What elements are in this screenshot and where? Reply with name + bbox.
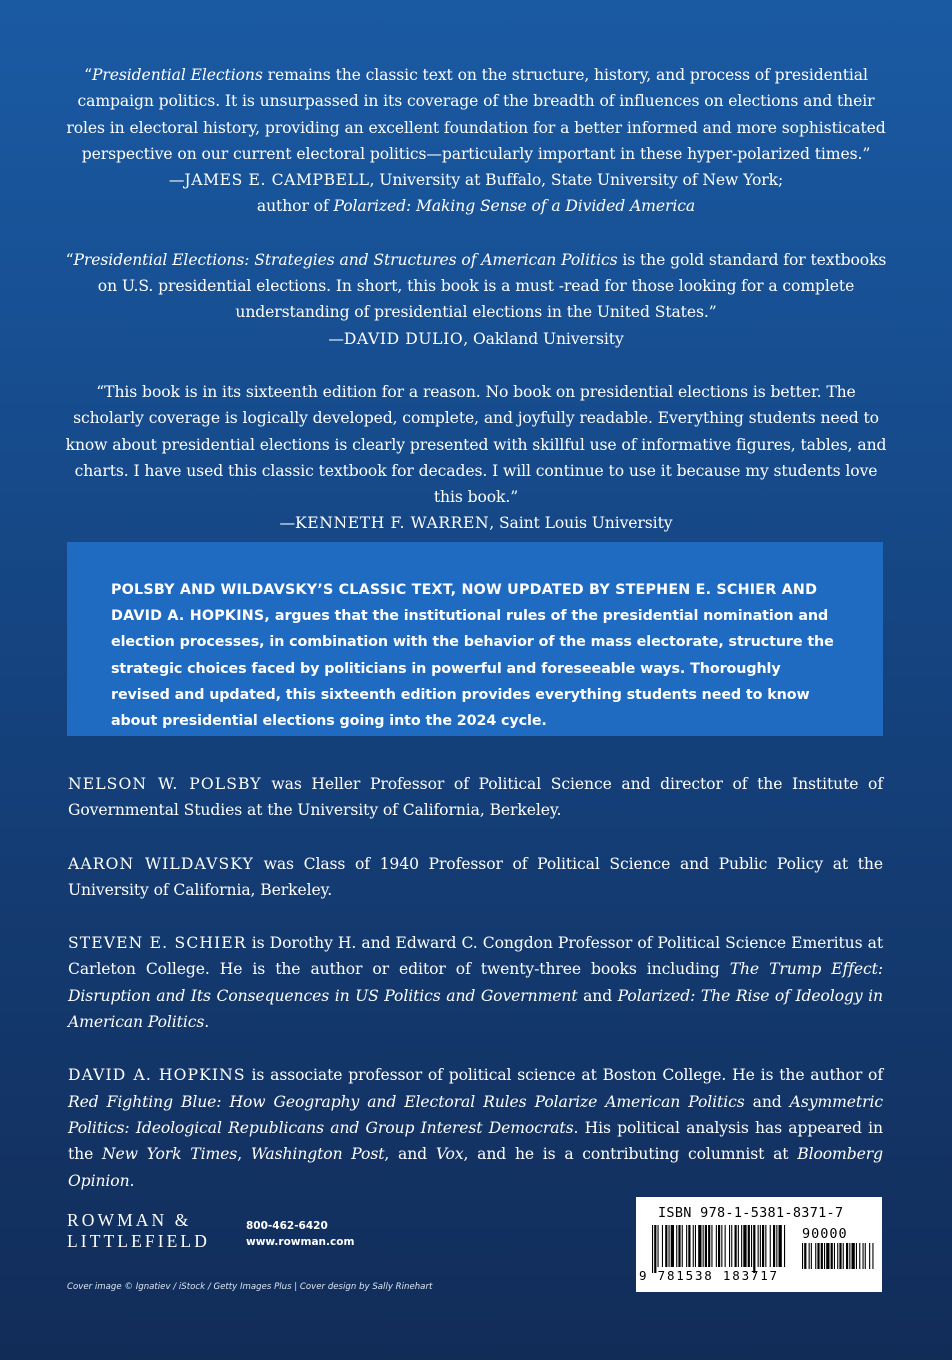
barcode-bar xyxy=(760,1225,761,1267)
addon-bar xyxy=(843,1243,844,1269)
isbn-text: ISBN 978-1-5381-8371-7 xyxy=(658,1205,844,1221)
attribution-affiliation: , Saint Louis University xyxy=(489,514,673,533)
addon-bar xyxy=(869,1243,870,1269)
bio-text: . xyxy=(129,1171,135,1190)
book-title: Presidential Elections: Strategies and Structures of American Politics xyxy=(73,250,618,269)
author-bios xyxy=(68,771,883,1221)
summary-body: argues that the institutional rules of the presidential nomination and election processes, in combination with the behavior of the mass electorate, structure the strategic choices faced by politicians in powerful and foreseeable ways. Thoroughly revised and updated, this sixteenth edition provides everything students need to know about presidential elections going into the 2024 cycle. xyxy=(111,608,834,730)
addon-bar xyxy=(863,1243,864,1269)
barcode-bar xyxy=(654,1225,656,1273)
book-title: Presidential Elections xyxy=(92,66,263,84)
bio-text: , and xyxy=(384,1145,436,1164)
attribution-line2 xyxy=(60,193,892,219)
addon-bar xyxy=(846,1243,848,1269)
barcode-bar xyxy=(748,1225,750,1267)
author-name: DAVID A. HOPKINS xyxy=(68,1066,246,1085)
publication-title: Washington Post xyxy=(250,1145,385,1164)
publisher-logo xyxy=(67,1210,210,1252)
barcode-bar xyxy=(695,1225,696,1267)
attribution xyxy=(60,326,892,352)
addon-bar xyxy=(849,1243,850,1269)
barcode-bar xyxy=(711,1225,712,1267)
barcode-bar xyxy=(658,1225,659,1267)
barcode-bar xyxy=(686,1225,687,1267)
bio-text: was Heller Professor of Political Science and director of the Institute of Governmental Studies at the University of California, Berkeley. xyxy=(68,775,884,820)
cover-credits: Cover image © Ignatiev / iStock / Getty Images Plus | Cover design by Sally Rinehart xyxy=(67,1282,433,1292)
barcode-bar xyxy=(703,1225,704,1267)
attribution-name: KENNETH F. WARREN xyxy=(295,514,490,533)
barcode-bar xyxy=(682,1225,683,1267)
barcode-bar xyxy=(708,1225,710,1267)
addon-bar xyxy=(834,1243,835,1269)
bio-text: and xyxy=(577,986,618,1005)
addon-bar xyxy=(817,1243,819,1269)
addon-bar xyxy=(837,1243,838,1269)
barcode-bar xyxy=(765,1225,766,1267)
addon-bar xyxy=(872,1243,873,1269)
addon-bar xyxy=(802,1243,803,1269)
bio-book-title: The Trump Effect: Disruption and Its Consequences in US Politics and Government xyxy=(68,960,883,1005)
publisher-logo-line1: ROWMAN & xyxy=(67,1210,192,1230)
barcode-bar xyxy=(741,1225,742,1267)
addon-bar xyxy=(852,1243,855,1269)
barcode-bar xyxy=(729,1225,730,1267)
author-name: AARON WILDAVSKY xyxy=(68,854,254,873)
bio-book-title: Red Fighting Blue: How Geography and Electoral Rules Polarize American Politics xyxy=(68,1092,745,1111)
bio-book-title: Polarized: The Rise of Ideology in American Politics xyxy=(68,986,883,1032)
attribution-name: DAVID DULIO xyxy=(343,329,464,348)
attribution-book-title: Polarized: Making Sense of a Divided America xyxy=(333,197,696,216)
barcode-bar xyxy=(716,1225,717,1267)
barcode-bar xyxy=(743,1225,746,1267)
publication-title: Vox xyxy=(435,1145,464,1164)
barcode-digits: 9 781538 183717 xyxy=(639,1268,779,1283)
barcode-bar xyxy=(652,1225,653,1273)
bio-text: , xyxy=(237,1145,251,1164)
barcode-bar xyxy=(669,1225,670,1267)
barcode-bar xyxy=(665,1225,667,1267)
addon-bar xyxy=(815,1243,816,1269)
author-name: NELSON W. POLSBY xyxy=(68,775,262,793)
barcode-price-code: 90000 xyxy=(802,1226,848,1242)
bio-text: was Class of 1940 Professor of Political Science and Public Policy at the University of California, Berkeley. xyxy=(68,854,883,899)
quote-text: is the gold standard for textbooks on U.S. presidential elections. In short, this book is a must -read for those looking for a complete understanding of presidential elections in the United States.” xyxy=(97,250,887,322)
barcode-bar xyxy=(671,1225,674,1267)
barcode-bar xyxy=(758,1225,759,1267)
quote-mark: “ xyxy=(65,250,74,269)
barcode-bar xyxy=(678,1225,680,1267)
barcode-bar xyxy=(725,1225,726,1267)
barcode-bar xyxy=(738,1225,739,1267)
blurb-campbell xyxy=(60,62,892,220)
barcode-bar xyxy=(762,1225,764,1267)
bio-schier xyxy=(68,930,883,1035)
attribution-prefix: author of xyxy=(256,197,334,216)
addon-bar xyxy=(804,1243,806,1269)
barcode-bar xyxy=(731,1225,732,1267)
bio-text: , and he is a contributing columnist at xyxy=(463,1145,798,1164)
barcode-bar xyxy=(705,1225,707,1267)
barcode-bar xyxy=(662,1225,663,1267)
barcode-bar xyxy=(718,1225,720,1267)
addon-bar xyxy=(809,1243,810,1269)
publisher-website: www.rowman.com xyxy=(246,1236,355,1248)
addon-bar xyxy=(811,1243,812,1269)
addon-bar xyxy=(821,1243,823,1269)
barcode-bar xyxy=(693,1225,694,1267)
bio-wildavsky xyxy=(68,851,883,904)
publication-title: Bloomberg Opinion xyxy=(68,1145,883,1190)
addon-bar xyxy=(856,1243,857,1269)
addon-bar xyxy=(859,1243,860,1269)
bio-book-title: Asymmetric Politics: Ideological Republicans and Group Interest Democrats xyxy=(68,1092,883,1137)
quote-mark: “ xyxy=(84,66,93,84)
blurb-dulio xyxy=(60,247,892,352)
barcode-bar xyxy=(751,1225,752,1267)
barcode-bar xyxy=(698,1225,701,1267)
bio-text: is associate professor of political science at Boston College. He is the author of xyxy=(245,1066,884,1085)
barcode-bar xyxy=(773,1225,775,1267)
quote-text: remains the classic text on the structure, history, and process of presidential campaign politics. It is unsurpassed in its coverage of the breadth of influences on elections and their roles in electoral history, providing an excellent foundation for a better informed and more sophisticated perspective on our current electoral politics—particularly important in these hyper-polarized times.” xyxy=(66,66,886,163)
addon-bar xyxy=(839,1243,841,1269)
attribution-affiliation: , Oakland University xyxy=(463,329,624,348)
author-name: STEVEN E. SCHIER xyxy=(68,934,247,953)
attribution xyxy=(60,510,892,536)
bio-polsby xyxy=(68,771,883,824)
publication-title: New York Times xyxy=(102,1145,238,1164)
barcode-bar xyxy=(753,1225,755,1273)
publisher-contact xyxy=(246,1218,354,1250)
bio-text: and xyxy=(744,1092,790,1111)
attribution-name: JAMES E. CAMPBELL xyxy=(184,171,370,190)
summary-lead: POLSBY AND WILDAVSKY’S CLASSIC TEXT, NOW UPDATED BY STEPHEN E. SCHIER AND DAVID A. HOPKINS, xyxy=(111,582,818,625)
barcode-bar xyxy=(688,1225,690,1267)
attribution-dash: — xyxy=(168,171,185,190)
addon-bar xyxy=(865,1243,866,1269)
barcode-bar xyxy=(676,1225,677,1267)
bio-hopkins xyxy=(68,1062,883,1193)
barcode-bar xyxy=(770,1225,771,1267)
barcode-bar xyxy=(779,1225,782,1267)
publisher-logo-line2: LITTLEFIELD xyxy=(67,1231,210,1251)
quote-text: “This book is in its sixteenth edition for a reason. No book on presidential elections is better. The scholarly coverage is logically developed, complete, and joyfully readable. Everything students need to know about presidential elections is clearly presented with skillful use of informative figures, tables, and charts. I have used this classic textbook for decades. I will continue to use it because my students love this book.” xyxy=(65,382,887,507)
addon-bar xyxy=(824,1243,825,1269)
barcode-bar xyxy=(735,1225,737,1267)
bio-text: . His political analysis has appeared in the xyxy=(68,1118,883,1164)
endorsements xyxy=(60,62,892,564)
attribution xyxy=(60,167,892,193)
attribution-dash: — xyxy=(328,329,344,348)
attribution-affiliation: , University at Buffalo, State University of New York; xyxy=(369,171,784,190)
isbn-barcode xyxy=(636,1197,882,1292)
addon-bar xyxy=(826,1243,829,1269)
publisher-phone: 800-462-6420 xyxy=(246,1220,328,1232)
barcode-bar xyxy=(776,1225,777,1267)
bio-text: . xyxy=(204,1013,210,1032)
attribution-dash: — xyxy=(279,514,296,533)
barcode-bar xyxy=(721,1225,722,1267)
blurb-warren xyxy=(60,379,892,537)
addon-bar xyxy=(831,1243,833,1269)
book-summary-box xyxy=(67,542,883,736)
barcode-bar xyxy=(784,1225,785,1267)
bio-text: is Dorothy H. and Edward C. Congdon Professor of Political Science Emeritus at Carleton College. He is the author or editor of twenty-three books including xyxy=(68,934,884,979)
